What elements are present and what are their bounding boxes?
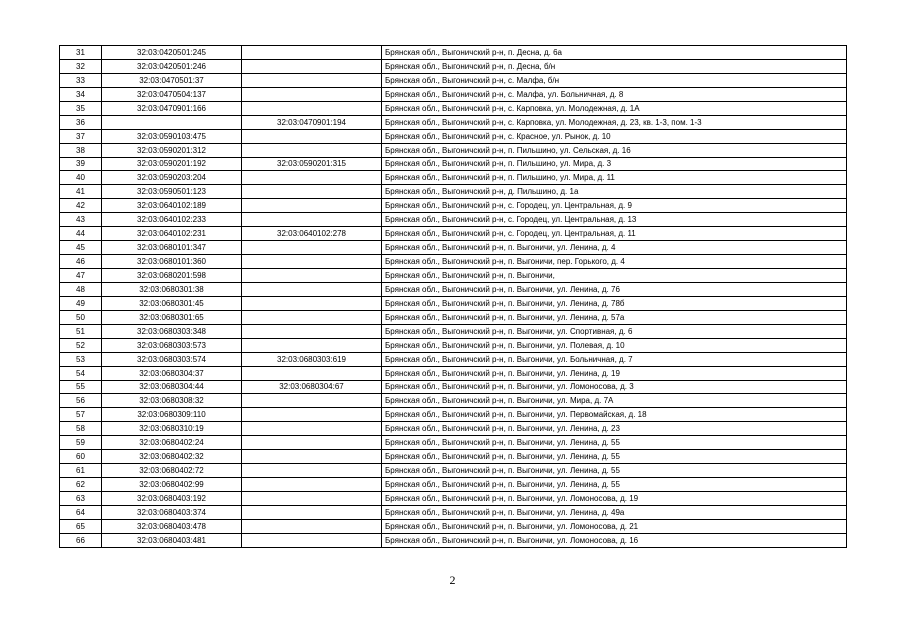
related-cadastral-number-cell — [242, 296, 382, 310]
related-cadastral-number-cell — [242, 464, 382, 478]
address-cell: Брянская обл., Выгоничский р-н, п. Выгоничи, ул. Ленина, д. 55 — [382, 450, 847, 464]
address-cell: Брянская обл., Выгоничский р-н, п. Выгоничи, ул. Первомайская, д. 18 — [382, 408, 847, 422]
related-cadastral-number-cell — [242, 241, 382, 255]
address-cell: Брянская обл., Выгоничский р-н, п. Выгоничи, ул. Ленина, д. 19 — [382, 366, 847, 380]
cadastral-number-cell: 32:03:0640102:231 — [102, 227, 242, 241]
related-cadastral-number-cell — [242, 533, 382, 547]
related-cadastral-number-cell — [242, 478, 382, 492]
table-row — [60, 199, 847, 213]
row-number-cell: 54 — [60, 366, 102, 380]
cadastral-number-cell: 32:03:0680301:38 — [102, 282, 242, 296]
row-number-cell: 66 — [60, 533, 102, 547]
row-number-cell: 63 — [60, 492, 102, 506]
cadastral-number-cell: 32:03:0680304:44 — [102, 380, 242, 394]
related-cadastral-number-cell — [242, 505, 382, 519]
table-body — [60, 46, 847, 548]
cadastral-number-cell: 32:03:0680402:32 — [102, 450, 242, 464]
related-cadastral-number-cell — [242, 338, 382, 352]
cadastral-number-cell: 32:03:0420501:246 — [102, 59, 242, 73]
related-cadastral-number-cell — [242, 492, 382, 506]
table-row — [60, 436, 847, 450]
cadastral-number-cell: 32:03:0640102:233 — [102, 213, 242, 227]
table-row — [60, 519, 847, 533]
related-cadastral-number-cell — [242, 408, 382, 422]
cadastral-number-cell: 32:03:0680403:478 — [102, 519, 242, 533]
address-cell: Брянская обл., Выгоничский р-н, с. Карповка, ул. Молодежная, д. 1А — [382, 101, 847, 115]
address-cell: Брянская обл., Выгоничский р-н, п. Десна, б/н — [382, 59, 847, 73]
table-row — [60, 73, 847, 87]
related-cadastral-number-cell: 32:03:0640102:278 — [242, 227, 382, 241]
row-number-cell: 45 — [60, 241, 102, 255]
row-number-cell: 35 — [60, 101, 102, 115]
address-cell: Брянская обл., Выгоничский р-н, п. Выгоничи, — [382, 269, 847, 283]
row-number-cell: 55 — [60, 380, 102, 394]
address-cell: Брянская обл., Выгоничский р-н, п. Выгоничи, ул. Ленина, д. 4 — [382, 241, 847, 255]
cadastral-number-cell: 32:03:0680201:598 — [102, 269, 242, 283]
row-number-cell: 41 — [60, 185, 102, 199]
cadastral-number-cell: 32:03:0680402:72 — [102, 464, 242, 478]
address-cell: Брянская обл., Выгоничский р-н, п. Выгоничи, ул. Ломоносова, д. 21 — [382, 519, 847, 533]
address-cell: Брянская обл., Выгоничский р-н, п. Выгоничи, ул. Ленина, д. 76 — [382, 282, 847, 296]
address-cell: Брянская обл., Выгоничский р-н, п. Пильшино, ул. Сельская, д. 16 — [382, 143, 847, 157]
table-row — [60, 171, 847, 185]
cadastral-number-cell: 32:03:0680303:574 — [102, 352, 242, 366]
address-cell: Брянская обл., Выгоничский р-н, п. Выгоничи, пер. Горького, д. 4 — [382, 255, 847, 269]
table-row — [60, 227, 847, 241]
row-number-cell: 47 — [60, 269, 102, 283]
row-number-cell: 38 — [60, 143, 102, 157]
cadastral-number-cell: 32:03:0590501:123 — [102, 185, 242, 199]
table-row — [60, 505, 847, 519]
table-row — [60, 310, 847, 324]
cadastral-number-cell: 32:03:0680303:348 — [102, 324, 242, 338]
related-cadastral-number-cell: 32:03:0680304:67 — [242, 380, 382, 394]
table-row — [60, 366, 847, 380]
related-cadastral-number-cell — [242, 171, 382, 185]
related-cadastral-number-cell — [242, 199, 382, 213]
address-cell: Брянская обл., Выгоничский р-н, п. Выгоничи, ул. Спортивная, д. 6 — [382, 324, 847, 338]
table-row — [60, 241, 847, 255]
address-cell: Брянская обл., Выгоничский р-н, с. Городец, ул. Центральная, д. 9 — [382, 199, 847, 213]
related-cadastral-number-cell — [242, 394, 382, 408]
row-number-cell: 65 — [60, 519, 102, 533]
related-cadastral-number-cell: 32:03:0680303:619 — [242, 352, 382, 366]
table-row — [60, 157, 847, 171]
related-cadastral-number-cell — [242, 143, 382, 157]
related-cadastral-number-cell — [242, 101, 382, 115]
table-row — [60, 213, 847, 227]
table-row — [60, 185, 847, 199]
row-number-cell: 37 — [60, 129, 102, 143]
related-cadastral-number-cell — [242, 519, 382, 533]
address-cell: Брянская обл., Выгоничский р-н, с. Городец, ул. Центральная, д. 13 — [382, 213, 847, 227]
address-cell: Брянская обл., Выгоничский р-н, с. Городец, ул. Центральная, д. 11 — [382, 227, 847, 241]
related-cadastral-number-cell — [242, 46, 382, 60]
related-cadastral-number-cell — [242, 436, 382, 450]
address-cell: Брянская обл., Выгоничский р-н, д. Пильшино, д. 1а — [382, 185, 847, 199]
table-row — [60, 408, 847, 422]
related-cadastral-number-cell: 32:03:0470901:194 — [242, 115, 382, 129]
row-number-cell: 31 — [60, 46, 102, 60]
address-cell: Брянская обл., Выгоничский р-н, п. Выгоничи, ул. Ломоносова, д. 16 — [382, 533, 847, 547]
address-cell: Брянская обл., Выгоничский р-н, п. Выгоничи, ул. Ленина, д. 78б — [382, 296, 847, 310]
page-number: 2 — [449, 573, 456, 587]
address-cell: Брянская обл., Выгоничский р-н, п. Пильшино, ул. Мира, д. 3 — [382, 157, 847, 171]
cadastral-number-cell: 32:03:0680403:192 — [102, 492, 242, 506]
address-cell: Брянская обл., Выгоничский р-н, с. Карповка, ул. Молодежная, д. 23, кв. 1-3, пом. 1-3 — [382, 115, 847, 129]
cadastral-number-cell: 32:03:0680301:65 — [102, 310, 242, 324]
address-cell: Брянская обл., Выгоничский р-н, п. Выгоничи, ул. Ломоносова, д. 19 — [382, 492, 847, 506]
row-number-cell: 64 — [60, 505, 102, 519]
address-cell: Брянская обл., Выгоничский р-н, п. Выгоничи, ул. Мира, д. 7А — [382, 394, 847, 408]
row-number-cell: 42 — [60, 199, 102, 213]
related-cadastral-number-cell — [242, 366, 382, 380]
related-cadastral-number-cell — [242, 87, 382, 101]
row-number-cell: 44 — [60, 227, 102, 241]
row-number-cell: 33 — [60, 73, 102, 87]
table-row — [60, 478, 847, 492]
table-row — [60, 255, 847, 269]
address-cell: Брянская обл., Выгоничский р-н, п. Выгоничи, ул. Ленина, д. 23 — [382, 422, 847, 436]
cadastral-number-cell: 32:03:0470501:37 — [102, 73, 242, 87]
row-number-cell: 46 — [60, 255, 102, 269]
cadastral-number-cell: 32:03:0640102:189 — [102, 199, 242, 213]
table-row — [60, 296, 847, 310]
table-row — [60, 143, 847, 157]
address-cell: Брянская обл., Выгоничский р-н, п. Выгоничи, ул. Ленина, д. 49а — [382, 505, 847, 519]
property-table — [59, 45, 847, 548]
cadastral-number-cell: 32:03:0590203:204 — [102, 171, 242, 185]
table-row — [60, 380, 847, 394]
row-number-cell: 58 — [60, 422, 102, 436]
row-number-cell: 48 — [60, 282, 102, 296]
row-number-cell: 34 — [60, 87, 102, 101]
cadastral-number-cell: 32:03:0590201:312 — [102, 143, 242, 157]
address-cell: Брянская обл., Выгоничский р-н, п. Десна, д. 6а — [382, 46, 847, 60]
related-cadastral-number-cell — [242, 310, 382, 324]
table-row — [60, 394, 847, 408]
address-cell: Брянская обл., Выгоничский р-н, с. Малфа, б/н — [382, 73, 847, 87]
related-cadastral-number-cell — [242, 255, 382, 269]
cadastral-number-cell: 32:03:0680308:32 — [102, 394, 242, 408]
table-row — [60, 46, 847, 60]
table-row — [60, 338, 847, 352]
table-row — [60, 352, 847, 366]
related-cadastral-number-cell — [242, 185, 382, 199]
table-row — [60, 464, 847, 478]
address-cell: Брянская обл., Выгоничский р-н, п. Выгоничи, ул. Ленина, д. 55 — [382, 464, 847, 478]
table-row — [60, 282, 847, 296]
row-number-cell: 56 — [60, 394, 102, 408]
address-cell: Брянская обл., Выгоничский р-н, с. Малфа, ул. Больничная, д. 8 — [382, 87, 847, 101]
table-row — [60, 87, 847, 101]
address-cell: Брянская обл., Выгоничский р-н, с. Красное, ул. Рынок, д. 10 — [382, 129, 847, 143]
table-row — [60, 129, 847, 143]
address-cell: Брянская обл., Выгоничский р-н, п. Выгоничи, ул. Ленина, д. 57а — [382, 310, 847, 324]
row-number-cell: 49 — [60, 296, 102, 310]
address-cell: Брянская обл., Выгоничский р-н, п. Выгоничи, ул. Ленина, д. 55 — [382, 478, 847, 492]
cadastral-number-cell: 32:03:0680403:481 — [102, 533, 242, 547]
address-cell: Брянская обл., Выгоничский р-н, п. Пильшино, ул. Мира, д. 11 — [382, 171, 847, 185]
cadastral-number-cell: 32:03:0470504:137 — [102, 87, 242, 101]
row-number-cell: 53 — [60, 352, 102, 366]
cadastral-number-cell: 32:03:0680301:45 — [102, 296, 242, 310]
table-row — [60, 492, 847, 506]
table-row — [60, 422, 847, 436]
cadastral-number-cell: 32:03:0590201:192 — [102, 157, 242, 171]
row-number-cell: 50 — [60, 310, 102, 324]
cadastral-number-cell: 32:03:0590103:475 — [102, 129, 242, 143]
related-cadastral-number-cell — [242, 213, 382, 227]
cadastral-number-cell: 32:03:0470901:166 — [102, 101, 242, 115]
cadastral-number-cell: 32:03:0680303:573 — [102, 338, 242, 352]
cadastral-number-cell — [102, 115, 242, 129]
row-number-cell: 32 — [60, 59, 102, 73]
cadastral-number-cell: 32:03:0680101:360 — [102, 255, 242, 269]
table-row — [60, 324, 847, 338]
row-number-cell: 51 — [60, 324, 102, 338]
cadastral-number-cell: 32:03:0680310:19 — [102, 422, 242, 436]
cadastral-number-cell: 32:03:0420501:245 — [102, 46, 242, 60]
related-cadastral-number-cell — [242, 59, 382, 73]
cadastral-number-cell: 32:03:0680101:347 — [102, 241, 242, 255]
row-number-cell: 36 — [60, 115, 102, 129]
row-number-cell: 52 — [60, 338, 102, 352]
row-number-cell: 61 — [60, 464, 102, 478]
related-cadastral-number-cell — [242, 450, 382, 464]
related-cadastral-number-cell — [242, 282, 382, 296]
table-row — [60, 269, 847, 283]
cadastral-number-cell: 32:03:0680403:374 — [102, 505, 242, 519]
row-number-cell: 39 — [60, 157, 102, 171]
row-number-cell: 40 — [60, 171, 102, 185]
row-number-cell: 59 — [60, 436, 102, 450]
related-cadastral-number-cell — [242, 129, 382, 143]
related-cadastral-number-cell — [242, 324, 382, 338]
row-number-cell: 43 — [60, 213, 102, 227]
cadastral-number-cell: 32:03:0680402:24 — [102, 436, 242, 450]
row-number-cell: 62 — [60, 478, 102, 492]
address-cell: Брянская обл., Выгоничский р-н, п. Выгоничи, ул. Ломоносова, д. 3 — [382, 380, 847, 394]
cadastral-number-cell: 32:03:0680402:99 — [102, 478, 242, 492]
row-number-cell: 60 — [60, 450, 102, 464]
related-cadastral-number-cell — [242, 422, 382, 436]
table-row — [60, 533, 847, 547]
table-row — [60, 59, 847, 73]
address-cell: Брянская обл., Выгоничский р-н, п. Выгоничи, ул. Больничная, д. 7 — [382, 352, 847, 366]
related-cadastral-number-cell — [242, 73, 382, 87]
table-row — [60, 450, 847, 464]
related-cadastral-number-cell: 32:03:0590201:315 — [242, 157, 382, 171]
row-number-cell: 57 — [60, 408, 102, 422]
cadastral-number-cell: 32:03:0680309:110 — [102, 408, 242, 422]
table-row — [60, 115, 847, 129]
table-row — [60, 101, 847, 115]
address-cell: Брянская обл., Выгоничский р-н, п. Выгоничи, ул. Ленина, д. 55 — [382, 436, 847, 450]
cadastral-number-cell: 32:03:0680304:37 — [102, 366, 242, 380]
related-cadastral-number-cell — [242, 269, 382, 283]
address-cell: Брянская обл., Выгоничский р-н, п. Выгоничи, ул. Полевая, д. 10 — [382, 338, 847, 352]
